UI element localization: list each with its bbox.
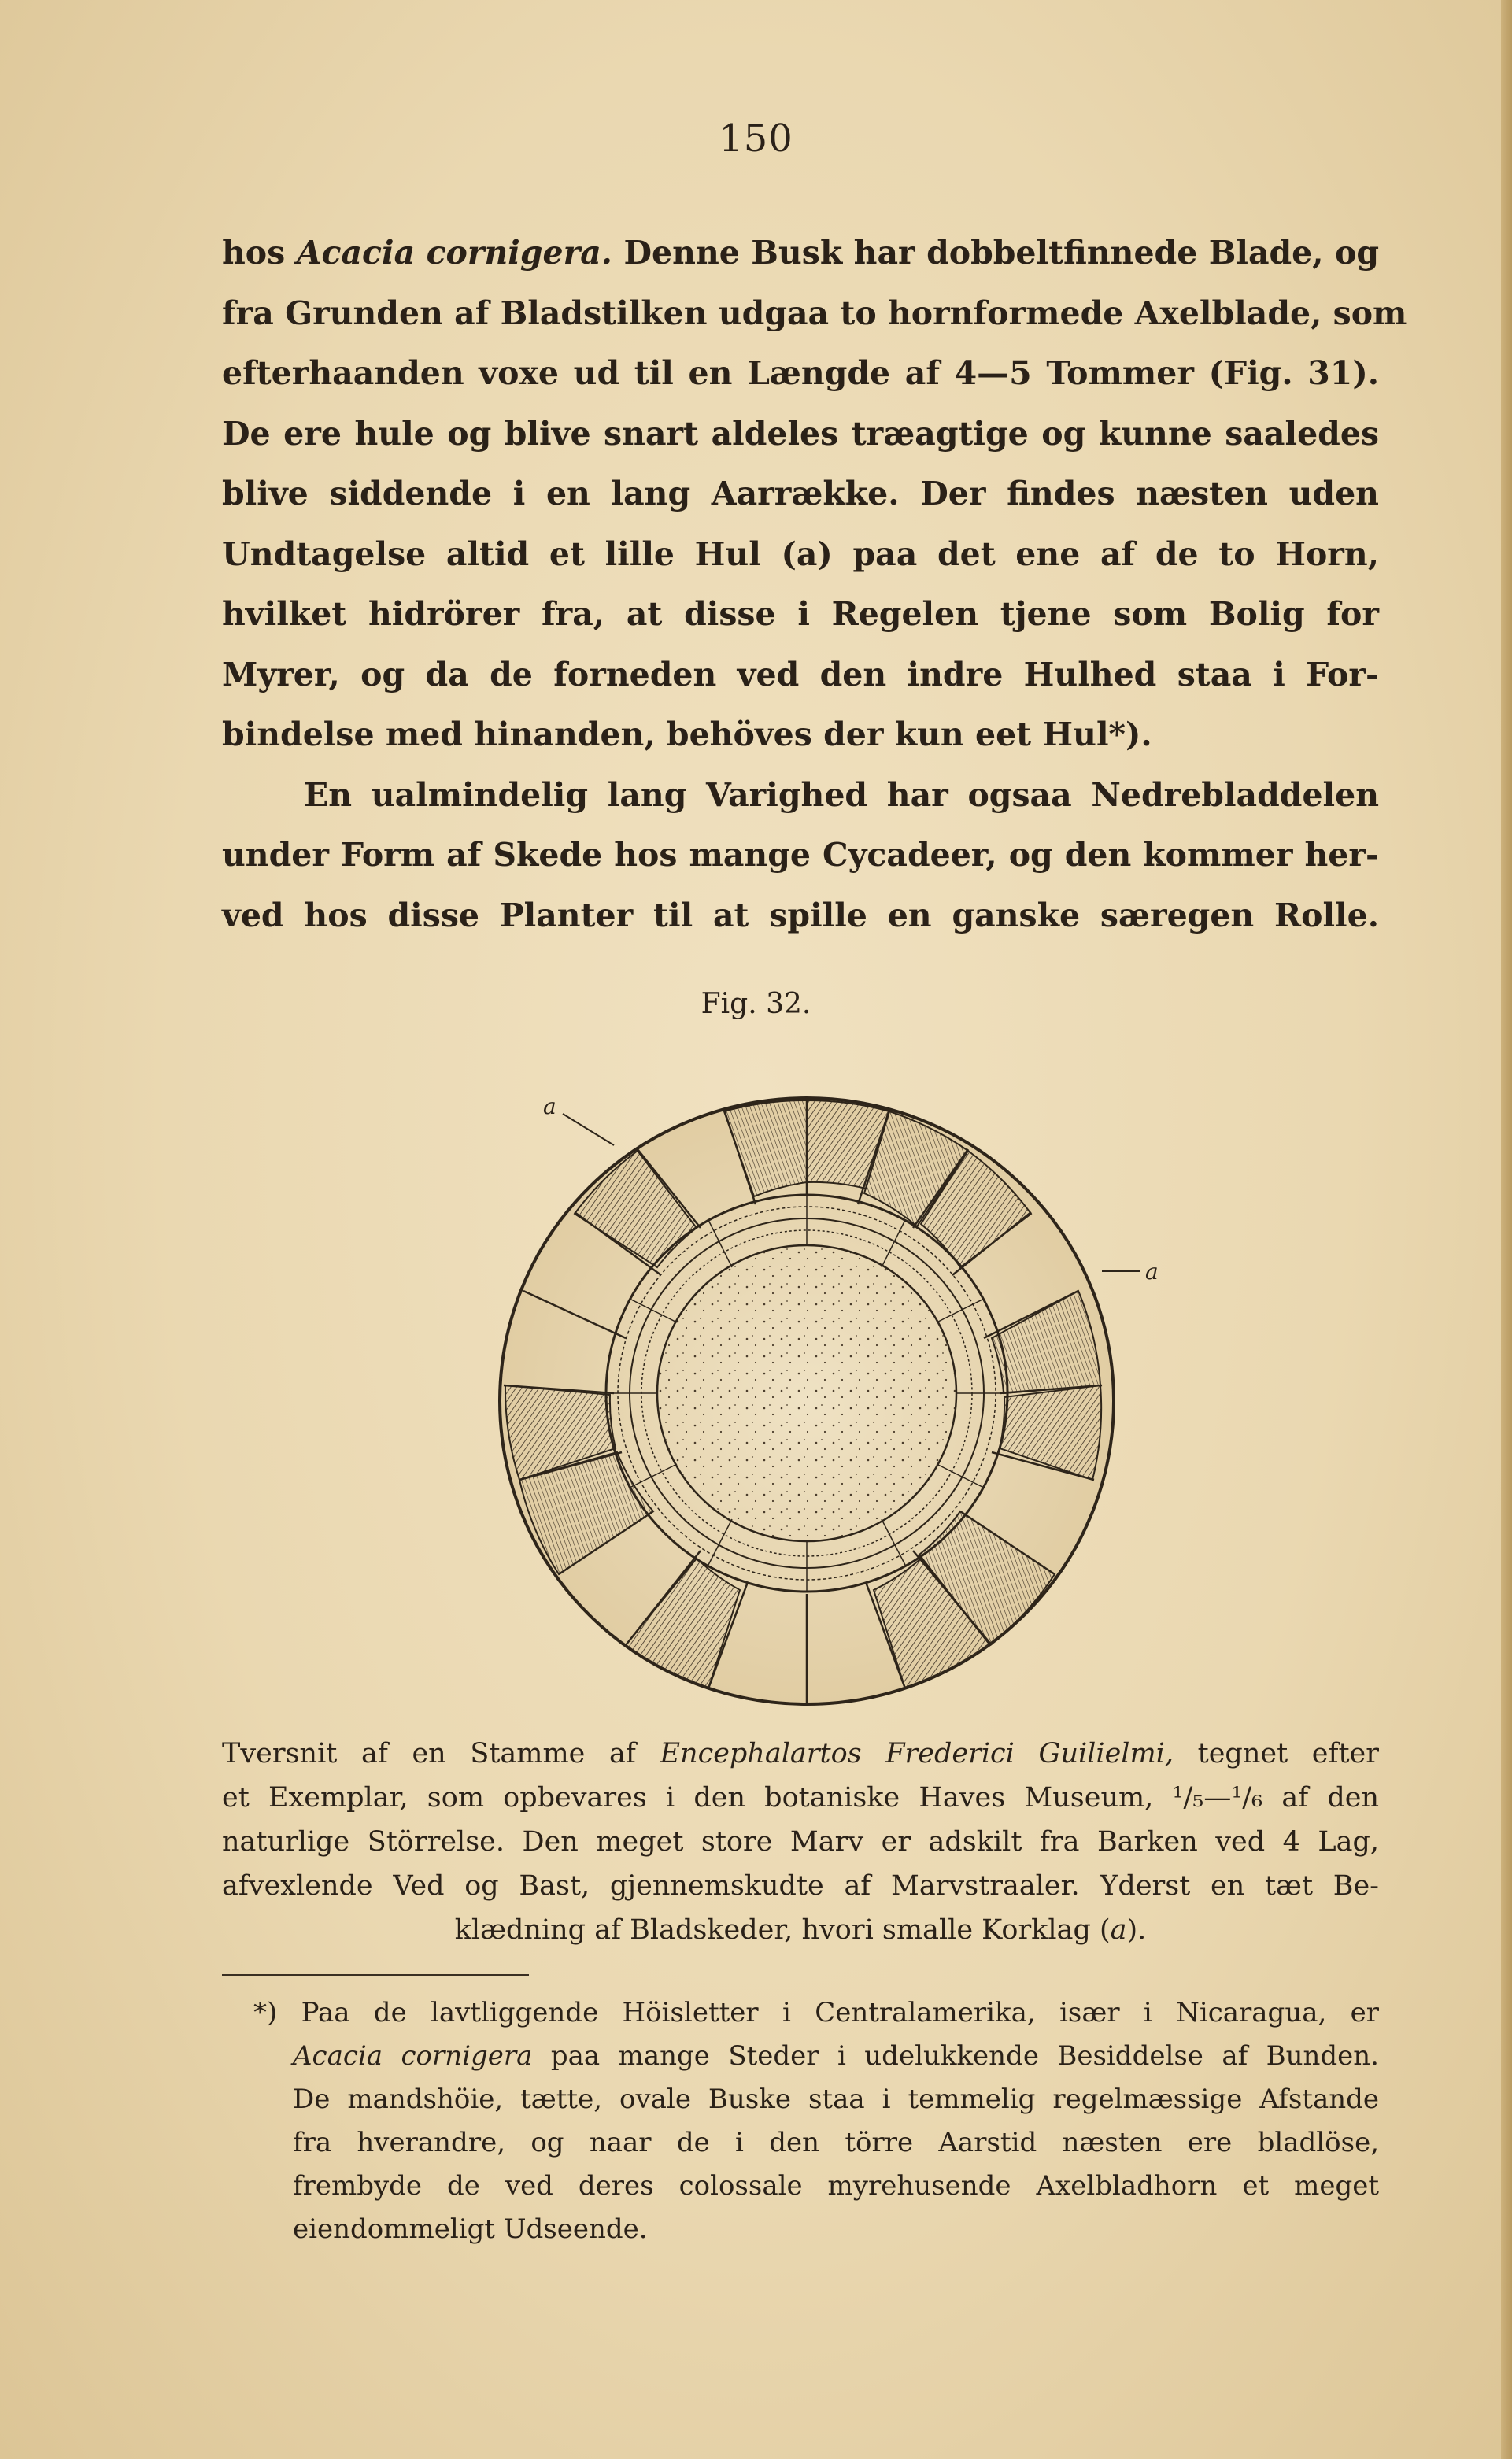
text-line: hos Acacia cornigera. Denne Busk har dobbeltfinnede Blade, og: [222, 234, 1379, 272]
text-line: hvilket hidrörer fra, at disse i Regelen tjene som Bolig for: [222, 595, 1379, 633]
text-line: efterhaanden voxe ud til en Længde af 4—5 Tommer (Fig. 31).: [222, 354, 1379, 392]
text-line: Undtagelse altid et lille Hul (a) paa det ene af de to Horn,: [222, 534, 1379, 573]
label-a-right: a: [1145, 1259, 1159, 1285]
text-line: bindelse med hinanden, behöves der kun eet Hul*).: [222, 716, 1152, 753]
caption-line: afvexlende Ved og Bast, gjennemskudte af Marvstraaler. Yderst en tæt Be-: [222, 1870, 1379, 1902]
stem-cross-section-illustration: [449, 1039, 1189, 1747]
footnote-rule: [222, 1974, 529, 1976]
text-line: En ualmindelig lang Varighed har ogsaa Nedrebladdelen: [304, 775, 1379, 814]
footnote: [222, 1991, 1379, 2251]
text-line: under Form af Skede hos mange Cycadeer, og den kommer her-: [222, 836, 1379, 874]
label-a-left: a: [543, 1093, 556, 1119]
text-line: blive siddende i en lang Aarrække. Der findes næsten uden: [222, 475, 1379, 512]
footnote-line: De mandshöie, tætte, ovale Buske staa i temmelig regelmæssige Afstande: [293, 2084, 1379, 2115]
text-line: fra Grunden af Bladstilken udgaa to hornformede Axelblade, som: [222, 294, 1407, 332]
page-edge: [1501, 0, 1512, 2459]
caption-line: klædning af Bladskeder, hvori smalle Korklag (a).: [454, 1914, 1147, 1946]
footnote-line: Acacia cornigera paa mange Steder i udelukkende Besiddelse af Bunden.: [293, 2040, 1379, 2072]
body-text: [222, 223, 1407, 945]
caption-line: et Exemplar, som opbevares i den botaniske Haves Museum, ¹/₅—¹/₆ af den: [222, 1782, 1379, 1814]
caption-line: naturlige Störrelse. Den meget store Marv er adskilt fra Barken ved 4 Lag,: [222, 1826, 1379, 1858]
footnote-line: fra hverandre, og naar de i den törre Aarstid næsten ere bladlöse,: [293, 2127, 1379, 2158]
text-line: Myrer, og da de forneden ved den indre Hulhed staa i For-: [222, 655, 1379, 693]
caption-line: Tversnit af en Stamme af Encephalartos Frederici Guilielmi, tegnet efter: [222, 1738, 1379, 1769]
footnote-line: frembyde de ved deres colossale myrehusende Axelbladhorn et meget: [293, 2170, 1379, 2202]
figure-label: Fig. 32.: [701, 988, 811, 1020]
footnote-line: *) Paa de lavtliggende Höisletter i Centralamerika, især i Nicaragua, er: [253, 1997, 1379, 2028]
footnote-line: eiendommeligt Udseende.: [293, 2213, 648, 2245]
text-line: De ere hule og blive snart aldeles træagtige og kunne saaledes: [222, 414, 1379, 453]
page-number: 150: [719, 116, 793, 161]
text-line: ved hos disse Planter til at spille en ganske særegen Rolle.: [222, 896, 1379, 934]
figure-caption: [222, 1732, 1379, 1952]
